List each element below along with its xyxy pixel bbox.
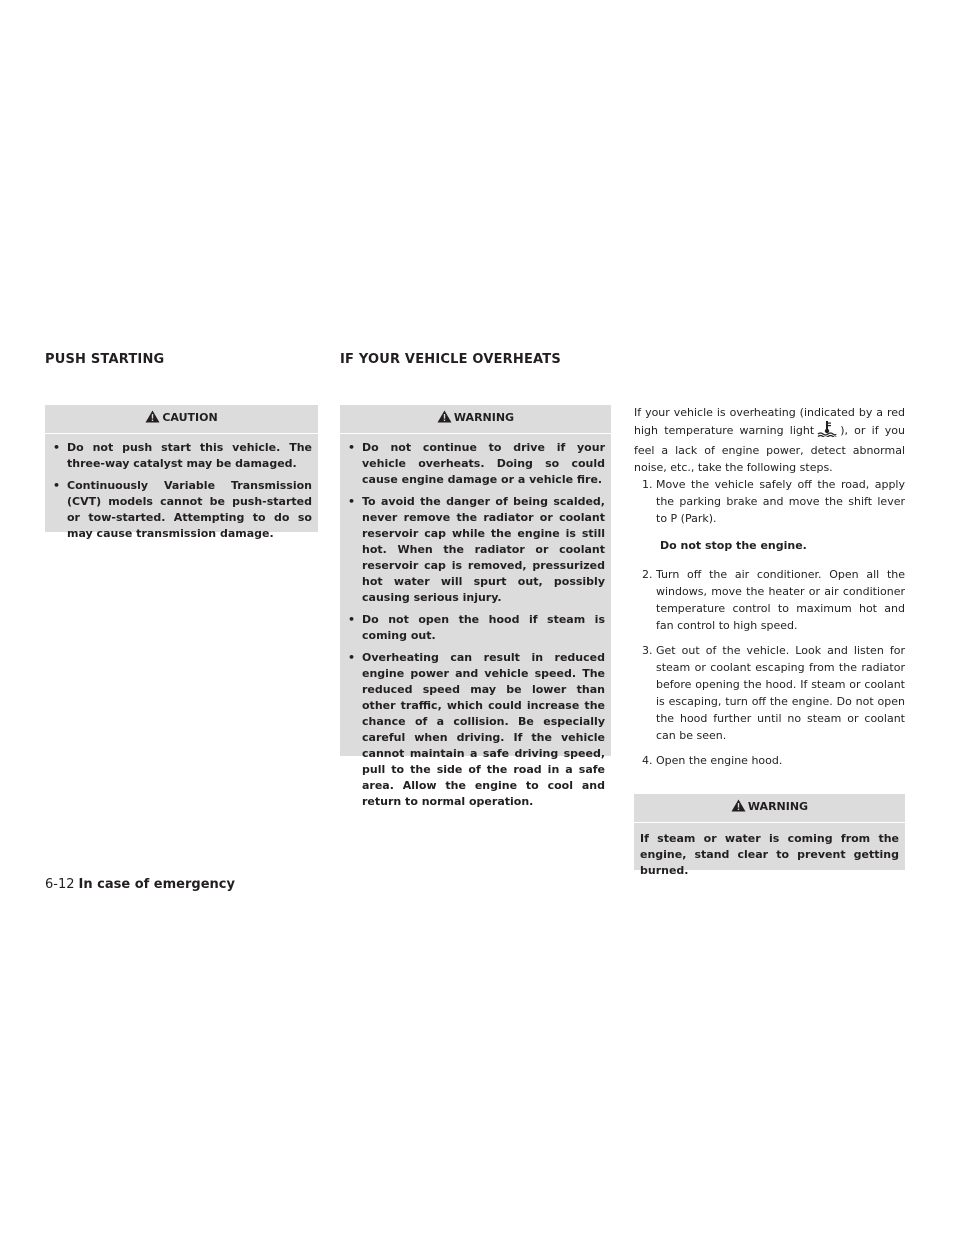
high-temperature-warning-icon — [817, 421, 837, 442]
warning-box-overheat — [340, 405, 611, 808]
warning-item: • Do not open the hood if steam is coming out. — [348, 612, 605, 644]
step-number: 3. — [642, 644, 653, 657]
step-text: Get out of the vehicle. Look and listen for steam or coolant escaping from the radiator before opening the hood. If steam or coolant is escaping, turn off the engine. Do not open the hood further until no steam or coolant can be seen. — [656, 644, 905, 742]
warning-text: If steam or water is coming from the engine, stand clear to prevent getting burned. — [640, 832, 899, 877]
caution-item: • Do not push start this vehicle. The three-way catalyst may be damaged. — [53, 440, 312, 472]
overheat-steps — [634, 476, 905, 769]
warning-box-header — [340, 405, 611, 434]
warning-item: • Do not continue to drive if your vehicle overheats. Doing so could cause engine damage or a vehicle fire. — [348, 440, 605, 488]
warning-item: • To avoid the danger of being scalded, never remove the radiator or coolant reservoir cap while the engine is still hot. When the radiator or coolant reservoir cap is removed, pressurized hot water will spurt out, possibly causing serious injury. — [348, 494, 605, 606]
caution-box-header — [45, 405, 318, 434]
warning-box-header — [634, 794, 905, 823]
step-number: 4. — [642, 754, 653, 767]
warning-title: WARNING — [747, 800, 809, 813]
step-text: Turn off the air conditioner. Open all the windows, move the heater or air conditioner temperature control to maximum hot and fan control to high speed. — [656, 568, 905, 632]
step-text: Open the engine hood. — [656, 754, 783, 767]
caution-item: • Continuously Variable Transmission (CVT) models cannot be push-started or tow-started. Attempting to do so may cause transmission damage. — [53, 478, 312, 542]
page-number: 6-12 — [45, 877, 75, 892]
warning-title: WARNING — [453, 411, 515, 424]
warning-triangle-icon — [437, 410, 452, 427]
step-note: Do not stop the engine. — [660, 539, 807, 552]
overheat-instructions — [634, 404, 905, 769]
intro-text-b: ), or if you feel a lack of engine power, detect abnormal noise, etc., take the following steps. — [634, 424, 905, 474]
step-item — [634, 566, 905, 634]
warning-box-steam — [634, 794, 905, 877]
warning-item: • Overheating can result in reduced engine power and vehicle speed. The reduced speed may be lower than other traffic, which could increase the chance of a collision. Be especially careful when driving. If the vehicle cannot maintain a safe driving speed, pull to the side of the road in a safe area. Allow the engine to cool and return to normal operation. — [348, 650, 605, 810]
heading-push-starting: PUSH STARTING — [45, 352, 165, 367]
step-item — [634, 476, 905, 554]
step-item — [634, 642, 905, 744]
step-item — [634, 752, 905, 769]
warning-triangle-icon — [731, 799, 746, 816]
step-text: Move the vehicle safely off the road, apply the parking brake and move the shift lever to P (Park). — [656, 478, 905, 525]
page-footer — [45, 877, 235, 892]
intro-text-a: If your vehicle is overheating (indicated by a red high temperature warning light — [634, 406, 905, 437]
step-number: 1. — [642, 478, 653, 491]
caution-box — [45, 405, 318, 540]
heading-vehicle-overheats: IF YOUR VEHICLE OVERHEATS — [340, 352, 561, 367]
caution-title: CAUTION — [162, 411, 218, 424]
section-title: In case of emergency — [78, 877, 235, 892]
step-number: 2. — [642, 568, 653, 581]
warning-triangle-icon — [145, 410, 160, 427]
overheat-intro — [634, 404, 905, 476]
